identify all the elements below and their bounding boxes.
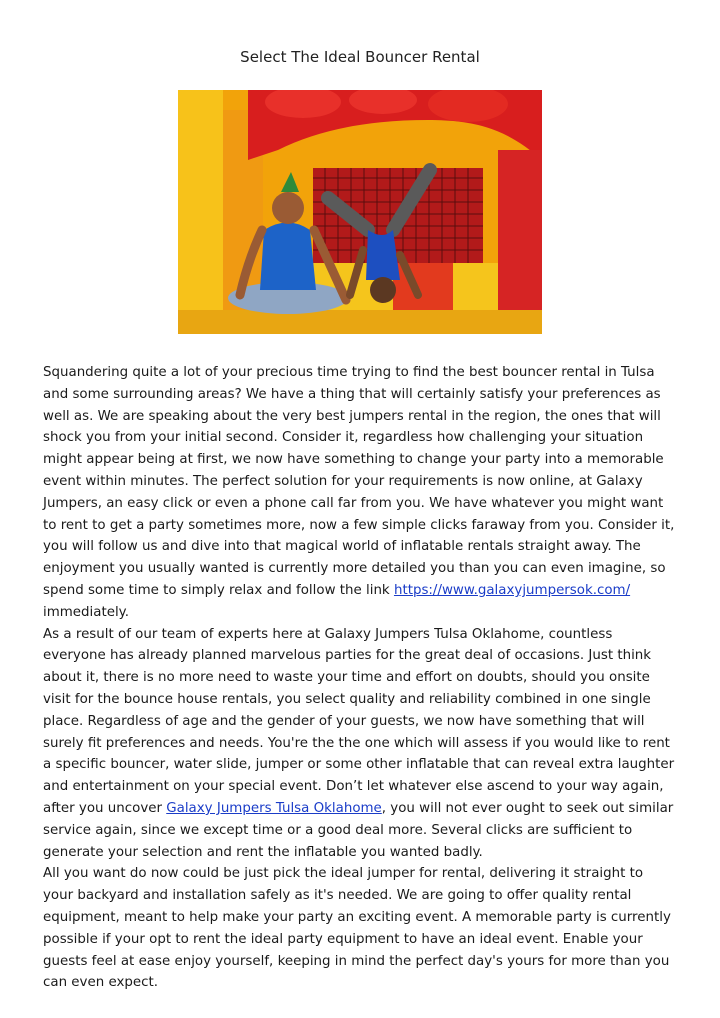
paragraph-2-end-text: , you will not ever ought to seek out similar service again, since we except time or a good deal more. Several clicks are sufficient to generate your selection and rent the inflatable you wanted badly. (43, 800, 674, 860)
article-paragraph-1 (43, 362, 677, 624)
article-paragraph-2 (43, 624, 677, 864)
paragraph-1-text: Squandering quite a lot of your precious time trying to find the best bouncer rental in Tulsa and some surrounding areas? We have a thing that will certainly satisfy your preferences as well as. We are speaking about the very best jumpers rental in the region, the ones that will shock you from your initial second. Consider it, regardless how challenging your situation might appear being at first, we now have something to change your party into a memorable event within minutes. The perfect solution for your requirements is now online, at Galaxy Jumpers, an easy click or even a phone call far from you. We have whatever you might want to rent to get a party sometimes more, now a few simple clicks faraway from you. Consider it, you will follow us and dive into that magical world of inflatable rentals straight away. The enjoyment you usually wanted is currently more detailed you than you can even imagine, so spend some time to simply relax and follow the link (43, 365, 675, 598)
galaxy-jumpers-tulsa-link[interactable]: Galaxy Jumpers Tulsa Oklahome (166, 800, 382, 816)
galaxy-jumpers-url-link[interactable]: https://www.galaxyjumpersok.com/ (393, 582, 631, 598)
article-body (43, 362, 677, 994)
article-paragraph-3: All you want do now could be just pick the ideal jumper for rental, delivering it straight to your backyard and installation safely as it's needed. We are going to offer quality rental equipment, meant to help make your party an exciting event. A memorable party is currently possible if your opt to rent the ideal party equipment to have an ideal event. Enable your guests feel at ease enjoy yourself, keeping in mind the perfect day's yours for more than you can even expect. (43, 866, 671, 991)
paragraph-2-text: As a result of our team of experts here at Galaxy Jumpers Tulsa Oklahome, countless everyone has already planned marvelous parties for the great deal of occasions. Just think about it, there is no more need to waste your time and effort on doubts, should you onsite visit for the bounce house rentals, you select quality and reliability combined in one single place. Regardless of age and the gender of your guests, we now have something that will surely fit preferences and needs. You're the the one which will assess if you would like to rent a specific bouncer, water slide, jumper or some other inflatable that can reveal extra laughter and entertainment on your special event. Don’t let whatever else ascend to your way again, after you uncover (43, 626, 675, 816)
page-title: Select The Ideal Bouncer Rental (240, 48, 480, 66)
paragraph-1-end-text: immediately. (43, 604, 129, 620)
bouncer-photo (178, 90, 542, 334)
